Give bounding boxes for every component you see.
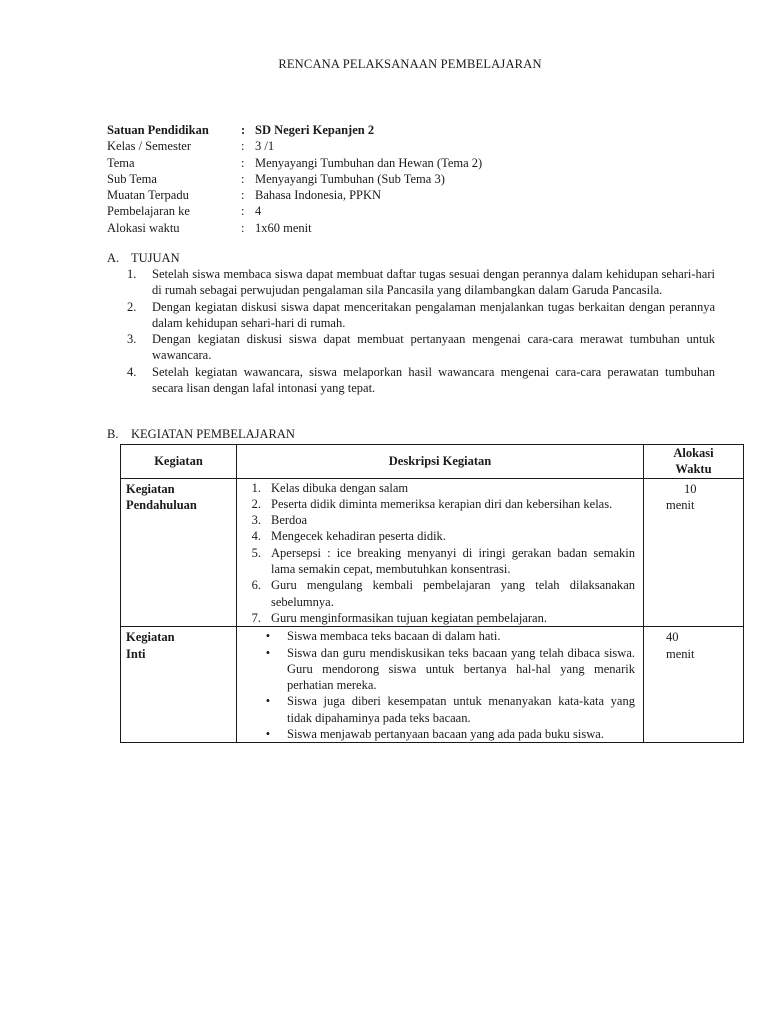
item-number: 3. bbox=[127, 332, 137, 347]
identity-block bbox=[107, 122, 482, 236]
row-label-line1: Kegiatan bbox=[126, 481, 175, 496]
identity-colon: : bbox=[241, 171, 245, 186]
time-value: 40 bbox=[666, 630, 679, 645]
item-number: 2. bbox=[251, 496, 261, 511]
item-text: Apersepsi : ice breaking menyanyi di iringi gerakan badan semakin lama semakin cepat, membutuhkan konsentrasi. bbox=[271, 545, 635, 577]
list-item bbox=[237, 577, 643, 610]
bullet-icon: • bbox=[265, 645, 271, 660]
item-text: Dengan kegiatan diskusi siswa dapat membuat pertanyaan mengenai cara-cara merawat tumbuhan untuk wawancara. bbox=[152, 332, 715, 363]
identity-colon: : bbox=[241, 155, 245, 170]
list-item bbox=[237, 528, 643, 544]
row-label-line2: Inti bbox=[126, 646, 146, 661]
list-item bbox=[237, 693, 643, 726]
item-text: Siswa menjawab pertanyaan bacaan yang ada pada buku siswa. bbox=[287, 727, 604, 742]
item-number: 7. bbox=[251, 610, 261, 625]
item-text: Siswa juga diberi kesempatan untuk menanyakan kata-kata yang tidak dipahaminya pada teks bacaan. bbox=[287, 694, 635, 725]
identity-value: Menyayangi Tumbuhan (Sub Tema 3) bbox=[255, 171, 445, 186]
identity-value: 3 /1 bbox=[255, 139, 275, 154]
row-desc-pendahuluan bbox=[237, 478, 644, 627]
item-number: 1. bbox=[251, 480, 261, 495]
item-text: Siswa dan guru mendiskusikan teks bacaan yang telah dibaca siswa. Guru mendorong siswa untuk bertanya hal-hal yang menarik perhatian mereka. bbox=[287, 645, 635, 693]
pendahuluan-steps bbox=[237, 480, 643, 627]
activities-table bbox=[120, 444, 744, 743]
item-number: 3. bbox=[251, 513, 261, 528]
item-text: Setelah kegiatan wawancara, siswa melaporkan hasil wawancara mengenai cara-cara perawatan tumbuhan secara lisan dengan lafal intonasi yang tepat. bbox=[152, 364, 715, 396]
identity-label: Muatan Terpadu bbox=[107, 188, 189, 203]
section-letter: A. bbox=[107, 251, 120, 265]
row-time-pendahuluan bbox=[644, 478, 744, 627]
item-text: Setelah siswa membaca siswa dapat membuat daftar tugas sesuai dengan perannya dalam kehidupan sehari-hari di rumah sebagai perwujudan pengalaman sila Pancasila yang dilambangkan dalam Garuda Pancasila. bbox=[152, 267, 715, 298]
list-item bbox=[127, 364, 715, 397]
item-text: Kelas dibuka dengan salam bbox=[271, 480, 409, 495]
identity-row bbox=[107, 203, 482, 219]
bullet-icon: • bbox=[265, 694, 271, 709]
identity-row bbox=[107, 171, 482, 187]
item-number: 1. bbox=[127, 267, 137, 281]
item-text: Dengan kegiatan diskusi siswa dapat menceritakan pengalaman menjalankan tugas berkaitan dengan perannya dalam kehidupan sehari-hari di rumah. bbox=[152, 299, 715, 330]
time-value: 10 bbox=[684, 481, 697, 496]
item-text: Guru menginformasikan tujuan kegiatan pembelajaran. bbox=[271, 610, 547, 625]
list-item bbox=[127, 331, 715, 364]
header-deskripsi: Deskripsi Kegiatan bbox=[237, 445, 644, 479]
table-header-row bbox=[121, 445, 744, 479]
item-text: Siswa membaca teks bacaan di dalam hati. bbox=[287, 629, 501, 644]
list-item bbox=[237, 480, 643, 496]
inti-steps bbox=[237, 628, 643, 742]
identity-value: SD Negeri Kepanjen 2 bbox=[255, 123, 375, 137]
row-desc-inti bbox=[237, 627, 644, 743]
row-label-inti bbox=[121, 627, 237, 743]
row-label-line2: Pendahuluan bbox=[126, 497, 197, 512]
identity-label: Kelas / Semester bbox=[107, 139, 192, 154]
objectives-list bbox=[127, 266, 715, 396]
row-label-pendahuluan bbox=[121, 478, 237, 627]
identity-row bbox=[107, 138, 482, 154]
identity-colon: : bbox=[241, 220, 245, 235]
item-text: Peserta didik diminta memeriksa kerapian diri dan kebersihan kelas. bbox=[271, 496, 613, 511]
list-item bbox=[237, 645, 643, 694]
bullet-icon: • bbox=[265, 629, 271, 644]
item-number: 4. bbox=[251, 529, 261, 544]
identity-value: Menyayangi Tumbuhan dan Hewan (Tema 2) bbox=[255, 155, 483, 170]
item-text: Mengecek kehadiran peserta didik. bbox=[271, 529, 446, 544]
list-item bbox=[237, 496, 643, 512]
time-unit: menit bbox=[666, 646, 695, 661]
identity-row bbox=[107, 220, 482, 236]
identity-row bbox=[107, 187, 482, 203]
list-item bbox=[237, 545, 643, 578]
identity-colon: : bbox=[241, 123, 246, 137]
header-kegiatan: Kegiatan bbox=[121, 445, 237, 479]
list-item bbox=[127, 299, 715, 332]
identity-colon: : bbox=[241, 188, 245, 203]
table-row bbox=[121, 627, 744, 743]
item-number: 4. bbox=[127, 364, 137, 379]
row-time-inti bbox=[644, 627, 744, 743]
section-a-heading bbox=[107, 250, 180, 266]
section-title: TUJUAN bbox=[131, 251, 180, 265]
section-b-heading bbox=[107, 426, 295, 442]
identity-label: Sub Tema bbox=[107, 171, 157, 186]
section-title: KEGIATAN PEMBELAJARAN bbox=[131, 427, 295, 441]
identity-value: Bahasa Indonesia, PPKN bbox=[255, 188, 382, 203]
identity-row bbox=[107, 155, 482, 171]
row-label-line1: Kegiatan bbox=[126, 630, 175, 645]
section-letter: B. bbox=[107, 427, 119, 441]
bullet-icon: • bbox=[265, 727, 271, 742]
identity-value: 4 bbox=[255, 204, 262, 219]
list-item bbox=[127, 266, 715, 299]
document-title: RENCANA PELAKSANAAN PEMBELAJARAN bbox=[278, 57, 542, 71]
header-alokasi-line2: Waktu bbox=[675, 462, 712, 477]
identity-colon: : bbox=[241, 204, 245, 219]
item-number: 2. bbox=[127, 299, 137, 314]
list-item bbox=[237, 628, 643, 644]
identity-colon: : bbox=[241, 139, 245, 154]
list-item bbox=[237, 512, 643, 528]
identity-value: 1x60 menit bbox=[255, 220, 312, 235]
time-unit: menit bbox=[666, 497, 695, 512]
list-item bbox=[237, 610, 643, 626]
item-number: 5. bbox=[251, 545, 261, 560]
list-item bbox=[237, 726, 643, 742]
item-text: Berdoa bbox=[271, 513, 308, 528]
header-alokasi bbox=[644, 445, 744, 479]
identity-label: Tema bbox=[107, 155, 135, 170]
item-number: 6. bbox=[251, 578, 261, 593]
item-text: Guru mengulang kembali pembelajaran yang telah dilaksanakan sebelumnya. bbox=[271, 578, 635, 609]
identity-row bbox=[107, 122, 482, 138]
table-row bbox=[121, 478, 744, 627]
identity-label: Satuan Pendidikan bbox=[107, 123, 209, 137]
header-alokasi-line1: Alokasi bbox=[673, 446, 714, 460]
identity-label: Alokasi waktu bbox=[107, 220, 180, 235]
identity-label: Pembelajaran ke bbox=[107, 204, 190, 219]
